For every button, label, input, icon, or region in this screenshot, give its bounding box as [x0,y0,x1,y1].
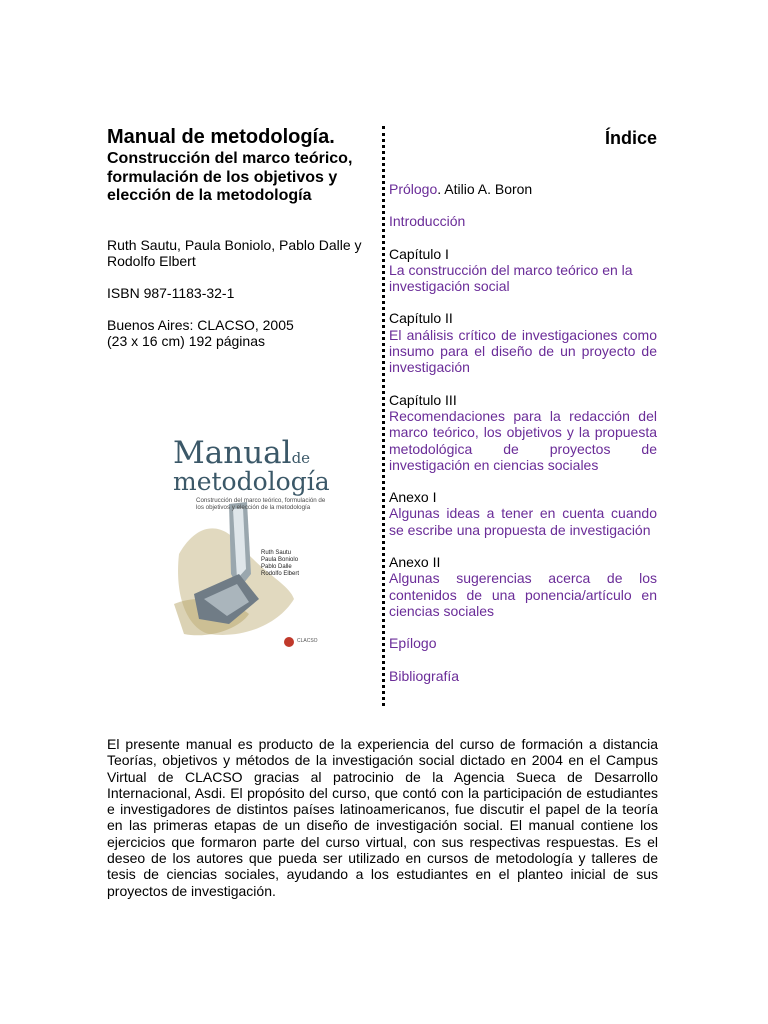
index-title: Índice [604,128,657,148]
book-title: Manual de metodología. [107,126,335,148]
toc-chapter-link[interactable]: El análisis crítico de investigaciones como insumo para el diseño de un proyecto de investigación [389,326,657,376]
toc-chapter [389,392,657,473]
book-cover-image [169,424,331,660]
toc-chapter-label: Anexo II [389,554,441,571]
toc-link-bibliografia[interactable]: Bibliografía [389,667,460,684]
cover-title-de: de [291,449,311,467]
toc-link-prologo[interactable]: Prólogo [389,181,438,197]
cover-authors [261,550,299,578]
book-isbn: ISBN 987-1183-32-1 [107,284,235,301]
book-authors: Ruth Sautu, Paula Boniolo, Pablo Dalle y Rodolfo Elbert [107,236,362,269]
cover-author: Pablo Dalle [261,564,292,570]
cover-title-line1: Manual [173,435,292,471]
cover-author: Ruth Sautu [261,550,292,556]
book-info [107,124,373,349]
toc-chapter-link[interactable]: Algunas ideas a tener en cuenta cuando se escribe una propuesta de investigación [389,505,657,538]
toc-prologo-author: . Atilio A. Boron [437,181,533,197]
toc-link-epilogo[interactable]: Epílogo [389,635,437,652]
toc-chapter-label: Capítulo II [389,310,453,327]
table-of-contents [389,126,657,684]
toc-link-introduccion[interactable]: Introducción [389,213,466,230]
book-description: El presente manual es producto de la experiencia del curso de formación a distancia Teorías, objetivos y métodos de la investigación social dictado en 2004 en el Campus Virtual de CLACSO gracias al patrocinio de la Agencia Sueca de Desarrollo Internacional, Asdi. El propósito del curso, que contó con la participación de estudiantes e investigadores de distintos países latinoamericanos, fue discutir el papel de la teoría en las primeras etapas de un diseño de investigación social. El manual contiene los ejercicios que formaron parte del curso virtual, con sus respectivas respuestas. Es el deseo de los autores que pueda ser utilizado en cursos de metodología y talleres de tesis de ciencias sociales, ayudando a los estudiantes en el planteo inicial de sus proyectos de investigación. [107,736,658,899]
toc-prologo [389,181,657,197]
cover-author: Paula Boniolo [261,557,299,563]
toc-chapter [389,489,657,538]
toc-chapter-link[interactable]: La construcción del marco teórico en la investigación social [389,261,633,295]
book-format: (23 x 16 cm) 192 páginas [107,332,265,349]
toc-chapter [389,246,657,295]
book-subtitle: Construcción del marco teórico, formulación de los objetivos y elección de la metodología [107,150,353,204]
toc-chapter-label: Anexo I [389,489,437,506]
toc-chapter [389,554,657,619]
cover-subtitle: Construcción del marco teórico, formulación de los objetivos y elección de la metodología [196,497,326,511]
column-divider [382,126,385,706]
cover-title-line2: metodología [173,467,330,496]
toc-chapter-link[interactable]: Algunas sugerencias acerca de los contenidos de una ponencia/artículo en ciencias sociales [389,570,657,619]
clacso-logo-icon [284,637,294,647]
toc-chapter-link[interactable]: Recomendaciones para la redacción del marco teórico, los objetivos y la propuesta metodológica de proyectos de investigación en ciencias sociales [389,407,657,473]
cover-author: Rodolfo Elbert [261,571,300,577]
book-publisher: Buenos Aires: CLACSO, 2005 [107,316,294,333]
toc-chapter-label: Capítulo III [389,391,457,408]
cover-publisher: CLACSO [297,638,318,644]
toc-chapter [389,310,657,375]
toc-chapter-label: Capítulo I [389,245,449,262]
